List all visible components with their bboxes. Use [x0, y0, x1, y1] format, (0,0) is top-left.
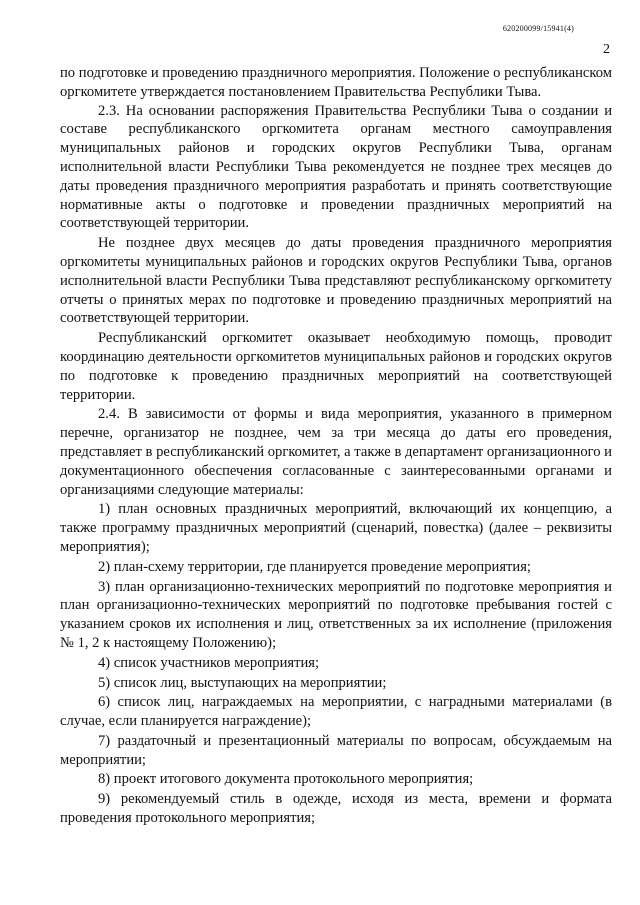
list-item-2: 2) план-схему территории, где планируется проведение мероприятия;	[98, 558, 531, 575]
list-item-1: 1) план основных праздничных мероприятий, включающий их концепцию, а также программу праздничных мероприятий (сценарий, повестка) (далее – реквизиты мероприятия);	[60, 501, 612, 555]
list-item-3: 3) план организационно-технических мероприятий по подготовке мероприятия и план организационно-технических мероприятий по подготовке пребывания гостей с указанием сроков их исполнения и лиц, ответственных за их исполнение (приложения № 1, 2 к настоящему Положению);	[60, 578, 612, 651]
list-item-8: 8) проект итогового документа протокольного мероприятия;	[98, 771, 474, 788]
list-item-7: 7) раздаточный и презентационный материалы по вопросам, обсуждаемым на мероприятии;	[60, 732, 612, 768]
list-item-4: 4) список участников мероприятия;	[98, 654, 320, 671]
paragraph-2-3: 2.3. На основании распоряжения Правительства Республики Тыва о создании и составе республиканского оргкомитета органам местного самоуправления муниципальных районов и городских округов Республики Тыва, органам исполнительной власти Республики Тыва рекомендуется не позднее трех месяцев до даты проведения праздничного мероприятия разработать и принять соответствующие нормативные акты о подготовке и проведении праздничных мероприятий на соответствующей территории.	[60, 102, 612, 232]
paragraph-reports: Не позднее двух месяцев до даты проведения праздничного мероприятия оргкомитеты муниципальных районов и городских округов Республики Тыва, органов исполнительной власти Республики Тыва представляют республиканскому оргкомитету отчеты о принятых мерах по подготовке и проведению праздничных мероприятий на соответствующей территории.	[60, 235, 612, 327]
paragraph-continuation: по подготовке и проведению праздничного мероприятия. Положение о республиканском оргкомитете утверждается постановлением Правительства Республики Тыва.	[60, 65, 612, 100]
list-item-9: 9) рекомендуемый стиль в одежде, исходя из места, времени и формата проведения протокольного мероприятия;	[60, 791, 612, 827]
document-id: 620200099/15941(4)	[502, 24, 574, 33]
list-item-5: 5) список лиц, выступающих на мероприятии;	[98, 674, 387, 691]
list-item-6: 6) список лиц, награждаемых на мероприятии, с наградными материалами (в случае, если планируется награждение);	[60, 694, 612, 730]
page-number: 2	[603, 42, 610, 57]
paragraph-coordination: Республиканский оргкомитет оказывает необходимую помощь, проводит координацию деятельности оргкомитетов муниципальных районов и городских округов по подготовке к проведению праздничных мероприятий на соответствующей территории.	[60, 330, 612, 403]
document-body	[60, 64, 612, 828]
paragraph-2-4: 2.4. В зависимости от формы и вида мероприятия, указанного в примерном перечне, организатор не позднее, чем за три месяца до даты его проведения, представляет в республиканский оргкомитет, а также в департамент организационного и документационного обеспечения согласованные с заинтересованными органами и организациями следующие материалы:	[60, 406, 612, 498]
